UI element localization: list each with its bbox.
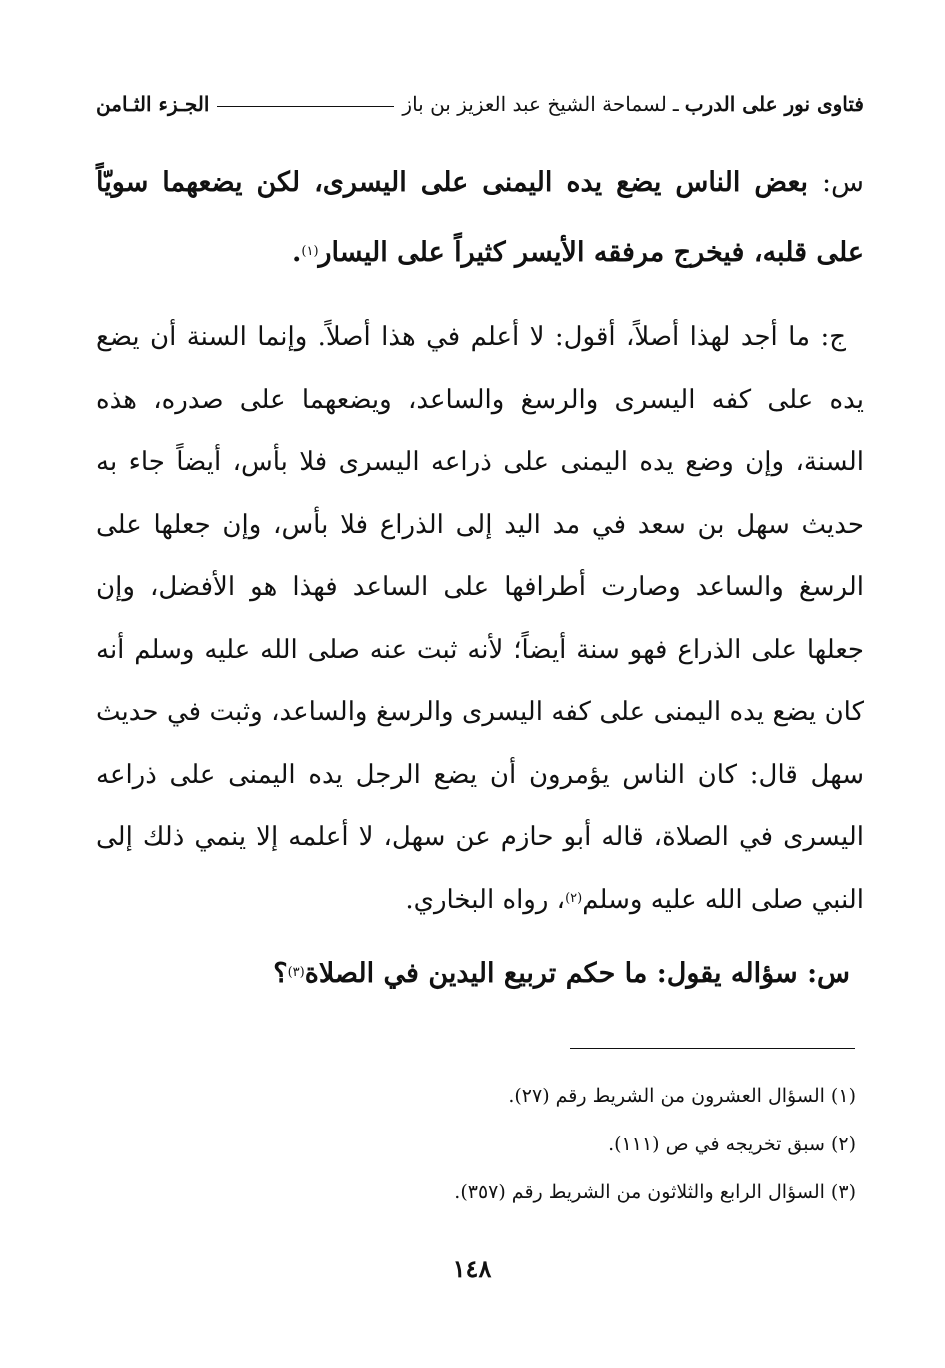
question-label: س: <box>821 167 864 198</box>
question-2 <box>96 939 864 1009</box>
page-number: ١٤٨ <box>452 1254 492 1283</box>
answer-text: ما أجد لهذا أصلاً، أقول: لا أعلم في هذا أصلاً. وإنما السنة أن يضع يده على كفه اليسرى والرسغ والساعد، ويضعهما على صدره، هذه السنة، وإن وضع يده اليمنى على ذراعه اليسرى فلا بأس، أيضاً جاء به حديث سهل بن سعد في مد اليد إلى الذراع فلا بأس، وإن جعلها على الرسغ والساعد وصارت أطرافها على الساعد فهذا هو الأفضل، وإن جعلها على الذراع فهو سنة أيضاً؛ لأنه ثبت عنه صلى الله عليه وسلم أنه كان يضع يده اليمنى على كفه اليسرى والرسغ والساعد، وثبت في حديث سهل قال: كان الناس يؤمرون أن يضع الرجل يده اليمنى على ذراعه اليسرى في الصلاة، قاله أبو حازم عن سهل، لا أعلمه إلا ينمي ذلك إلى النبي صلى الله عليه وسلم <box>96 322 864 915</box>
answer-label: ج: <box>820 322 846 352</box>
book-title: فتاوى نور على الدرب <box>684 92 864 116</box>
question-text: سؤاله يقول: ما حكم تربيع اليدين في الصلاة <box>304 958 798 989</box>
question-text: بعض الناس يضع يده اليمنى على اليسرى، لكن يضعهما سويّاً على قلبه، فيخرج مرفقه الأيسر كثيراً على اليسار <box>96 167 864 268</box>
spacer <box>96 931 864 939</box>
answer-1 <box>96 306 864 931</box>
header-rule <box>217 106 394 107</box>
footnote-1: (١) السؤال العشرون من الشريط رقم (٢٧). <box>508 1085 856 1107</box>
question-label: س: <box>807 958 850 989</box>
page-body <box>96 148 864 1009</box>
header-separator: ـ <box>672 92 679 116</box>
answer-end: ، رواه البخاري. <box>405 884 566 915</box>
footnote-separator <box>570 1048 855 1049</box>
footnote-ref-3: (٣) <box>287 965 305 980</box>
spacer <box>96 288 864 306</box>
question-1 <box>96 148 864 288</box>
footnote-3: (٣) السؤال الرابع والثلاثون من الشريط رقم (٣٥٧). <box>454 1181 856 1203</box>
author-name: لسماحة الشيخ عبد العزيز بن باز <box>402 92 667 116</box>
footnotes <box>96 1072 856 1216</box>
running-header <box>96 84 864 124</box>
footnote-2: (٢) سبق تخريجه في ص (١١١). <box>608 1133 856 1155</box>
question-end: . <box>291 237 302 268</box>
footnote-ref-1: (١) <box>301 244 319 259</box>
footnote-ref-2: (٢) <box>565 890 583 906</box>
question-end: ؟ <box>273 958 288 989</box>
part-title: الجـزء الثـامن <box>96 92 210 116</box>
